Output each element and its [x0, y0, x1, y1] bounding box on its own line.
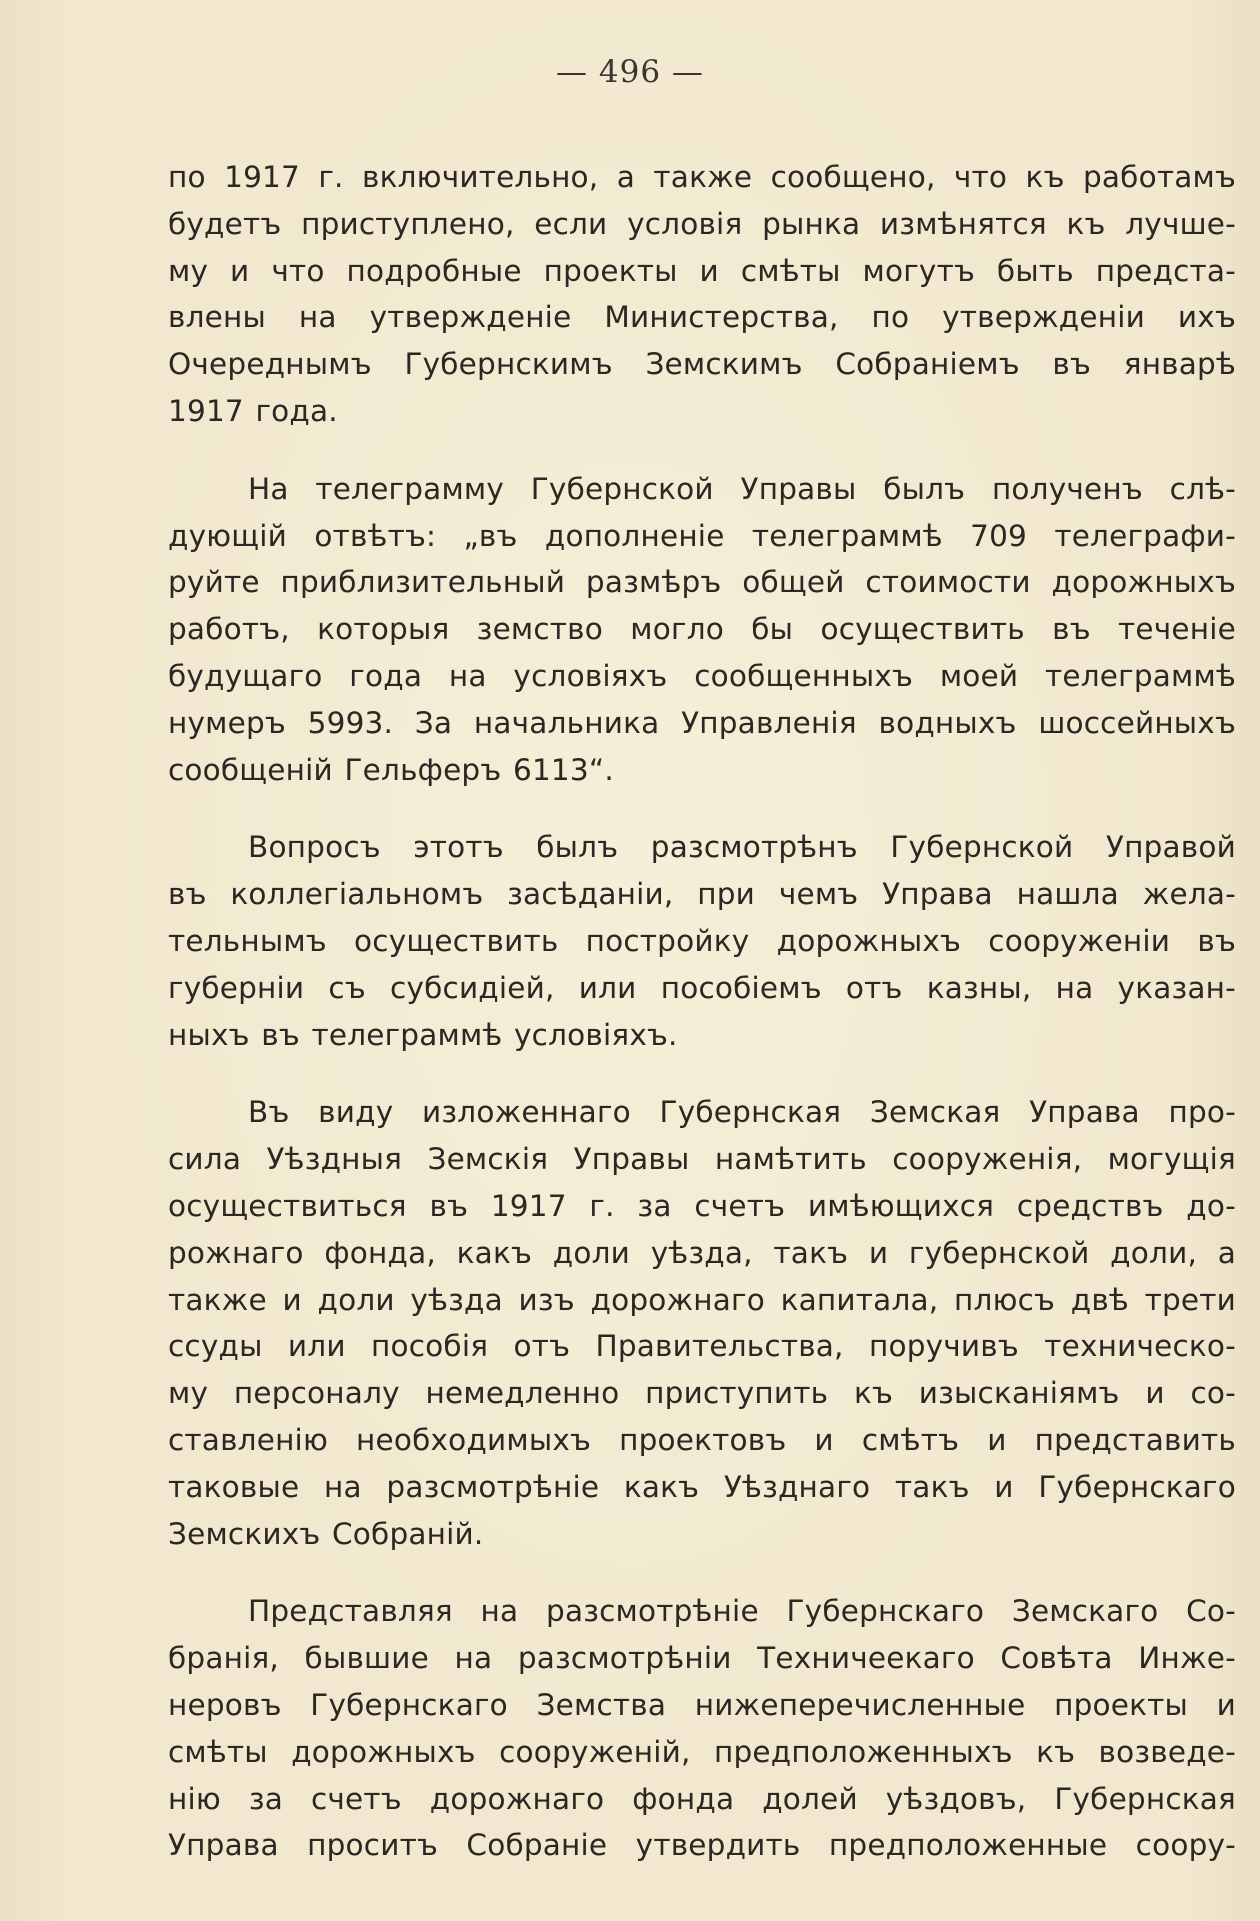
text-line: ссуды или пособія отъ Правительства, поручивъ техническо-: [168, 1329, 1236, 1364]
text-line: 1917 года.: [168, 393, 338, 428]
text-line: губерніи съ субсидіей, или пособіемъ отъ казны, на указан-: [168, 970, 1236, 1005]
text-line: сила Уѣздныя Земскія Управы намѣтить сооруженія, могущія: [168, 1142, 1236, 1177]
paragraph-3: [168, 824, 1236, 1058]
paragraph-2: [168, 466, 1236, 794]
text-line: тельнымъ осуществить постройку дорожныхъ сооруженіи въ: [168, 923, 1236, 958]
text-line: будущаго года на условіяхъ сообщенныхъ моей телеграммѣ: [168, 658, 1236, 693]
text-line: Управа проситъ Собраніе утвердить предположенные соору-: [168, 1828, 1236, 1863]
text-line: руйте приблизительный размѣръ общей стоимости дорожныхъ: [168, 565, 1236, 600]
body-text: [168, 154, 1236, 1869]
text-line: бранія, бывшие на разсмотрѣніи Техничеекаго Совѣта Инже-: [168, 1641, 1236, 1676]
text-line: по 1917 г. включительно, а также сообщено, что къ работамъ: [168, 160, 1236, 194]
text-line: Представляя на разсмотрѣніе Губернскаго Земскаго Со-: [248, 1594, 1236, 1629]
text-line: осуществиться въ 1917 г. за счетъ имѣющихся средствъ до-: [168, 1188, 1236, 1223]
text-line: нумеръ 5993. За начальника Управленія водныхъ шоссейныхъ: [168, 705, 1236, 740]
text-line: ныхъ въ телеграммѣ условіяхъ.: [168, 1017, 678, 1052]
paragraph-5: [168, 1588, 1236, 1869]
text-line: неровъ Губернскаго Земства нижеперечисленные проекты и: [168, 1687, 1236, 1722]
text-line: работъ, которыя земство могло бы осуществить въ теченіе: [168, 612, 1236, 647]
text-line: Вопросъ этотъ былъ разсмотрѣнъ Губернской Управой: [248, 830, 1236, 865]
text-line: въ коллегіальномъ засѣданіи, при чемъ Управа нашла жела-: [168, 877, 1236, 912]
text-line: Земскихъ Собраній.: [168, 1516, 484, 1551]
text-line: рожнаго фонда, какъ доли уѣзда, такъ и губернской доли, а: [168, 1235, 1236, 1270]
text-line: таковые на разсмотрѣніе какъ Уѣзднаго такъ и Губернскаго: [168, 1469, 1236, 1504]
text-line: ставленію необходимыхъ проектовъ и смѣтъ и представить: [168, 1422, 1236, 1457]
paragraph-4: [168, 1089, 1236, 1557]
page-number: — 496 —: [556, 54, 704, 90]
text-line: му персоналу немедленно приступить къ изысканіямъ и со-: [168, 1376, 1236, 1411]
paragraph-1: [168, 154, 1236, 435]
text-line: Въ виду изложеннаго Губернская Земская Управа про-: [248, 1095, 1236, 1130]
text-line: му и что подробные проекты и смѣты могутъ быть предста-: [168, 253, 1236, 288]
text-line: влены на утвержденіе Министерства, по утвержденіи ихъ: [168, 300, 1236, 335]
text-line: сообщеній Гельферъ 6113“.: [168, 752, 614, 787]
text-line: будетъ приступлено, если условія рынка измѣнятся къ лучше-: [168, 206, 1236, 241]
text-line: На телеграмму Губернской Управы былъ полученъ слѣ-: [248, 471, 1236, 506]
text-line: нію за счетъ дорожнаго фонда долей уѣздовъ, Губернская: [168, 1781, 1236, 1816]
text-line: смѣты дорожныхъ сооруженій, предположенныхъ къ возведе-: [168, 1734, 1236, 1769]
text-line: также и доли уѣзда изъ дорожнаго капитала, плюсъ двѣ трети: [168, 1282, 1236, 1317]
text-line: дующій отвѣтъ: „въ дополненіе телеграммѣ 709 телеграфи-: [168, 518, 1236, 553]
text-line: Очереднымъ Губернскимъ Земскимъ Собраніемъ въ январѣ: [168, 347, 1236, 382]
